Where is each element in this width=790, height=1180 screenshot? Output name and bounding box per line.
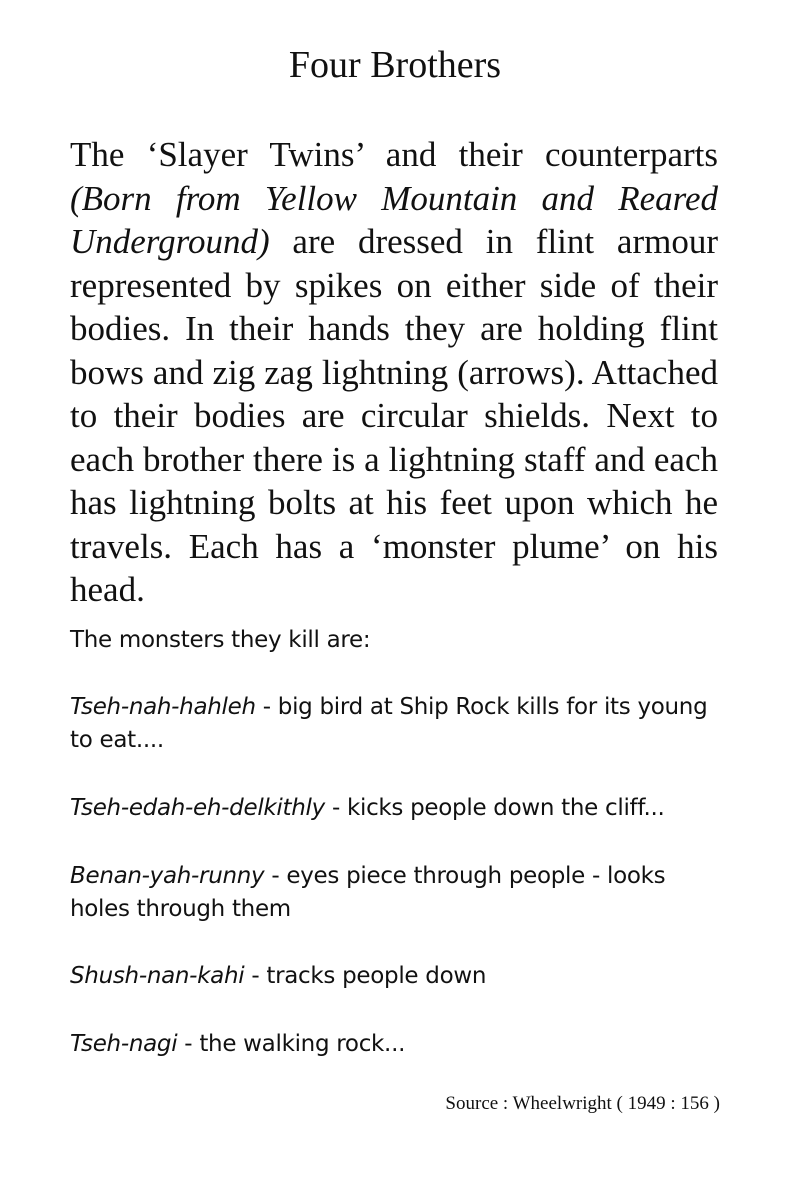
- monster-entry: [70, 1028, 720, 1061]
- description-paragraph: [70, 133, 718, 612]
- paragraph-italic-text: (Born from Yellow Mountain and Reared Underground): [70, 178, 718, 261]
- monster-entry: [70, 792, 720, 825]
- monsters-intro: The monsters they kill are:: [70, 627, 371, 653]
- monster-description: - kicks people down the cliff...: [324, 795, 665, 821]
- monster-name: Tseh-nagi: [70, 1031, 178, 1057]
- monster-description: - eyes piece through people - looks holes through them: [70, 863, 666, 922]
- monster-entry: [70, 691, 720, 757]
- monster-description: - big bird at Ship Rock kills for its young to eat....: [70, 694, 708, 753]
- source-citation: Source : Wheelwright ( 1949 : 156 ): [445, 1093, 720, 1114]
- paragraph-text-1: The ‘Slayer Twins’ and their counterparts: [70, 135, 718, 174]
- monster-description: - the walking rock...: [177, 1031, 406, 1057]
- monster-entry: [70, 960, 720, 993]
- monster-name: Benan-yah-runny: [70, 863, 265, 889]
- monster-name: Tseh-edah-eh-delkithly: [70, 795, 325, 821]
- monster-name: Tseh-nah-hahleh: [70, 694, 256, 720]
- paragraph-text-2: are dressed in flint armour represented by spikes on either side of their bodies. In their hands they are holding flint bows and zig zag lightning (arrows). Attached to their bodies are circular shields. Next to each brother there is a lightning staff and each has lightning bolts at his feet upon which he travels. Each has a ‘monster plume’ on his head.: [70, 222, 718, 609]
- monster-name: Shush-nan-kahi: [70, 963, 245, 989]
- monster-description: - tracks people down: [244, 963, 487, 989]
- page-title: Four Brothers: [288, 44, 502, 86]
- monster-entry: [70, 860, 720, 926]
